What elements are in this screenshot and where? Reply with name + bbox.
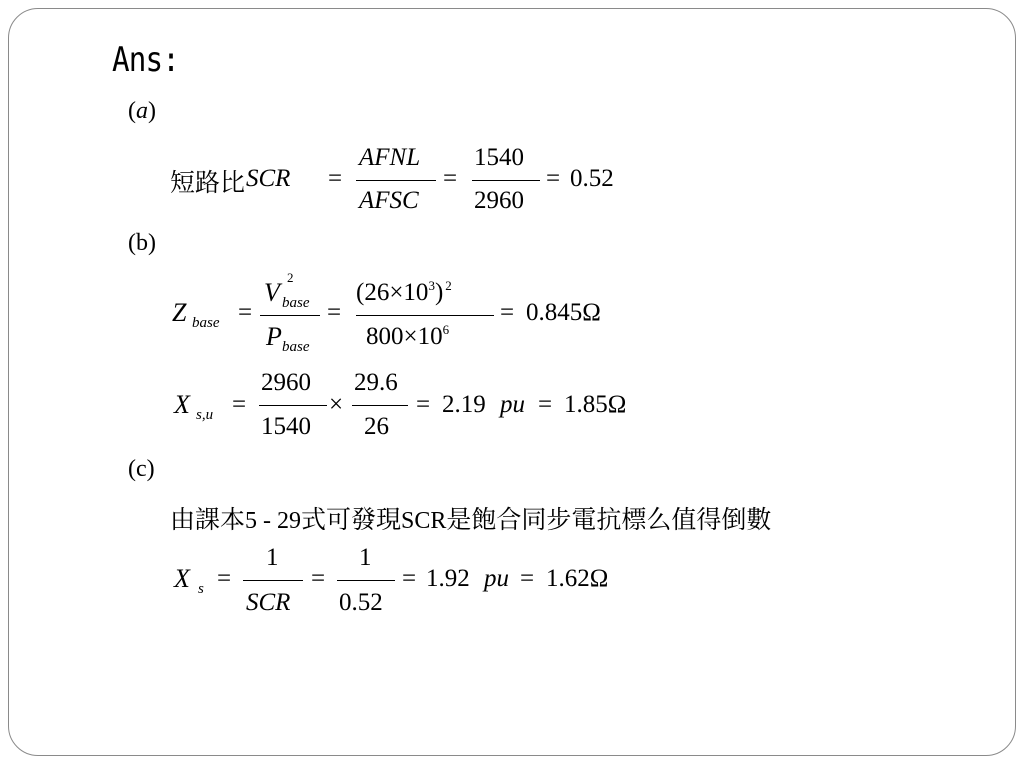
xs-result: 1.62Ω: [546, 565, 609, 592]
pu-unit: pu: [500, 391, 525, 418]
afsc-denominator: AFSC: [359, 187, 419, 214]
p-symbol: P: [266, 322, 282, 351]
equals-sign: =: [232, 391, 247, 418]
denominator-2960: 2960: [474, 187, 524, 214]
equals-sign: =: [311, 565, 326, 592]
xs-pu-value: 1.92: [426, 565, 470, 592]
equals-sign: =: [416, 391, 431, 418]
fraction-bar: [356, 315, 494, 316]
p-subscript: base: [282, 339, 310, 355]
numerator-1540: 1540: [474, 144, 524, 171]
x-symbol: X: [174, 390, 190, 419]
z-symbol: Z: [172, 298, 187, 327]
z-denominator: $800\times 10^6$: [366, 322, 450, 350]
x-subscript: s: [198, 581, 204, 597]
scr-prefix: 短路比: [170, 168, 246, 197]
x-subscript: s,u: [196, 407, 214, 423]
equals-sign: =: [520, 565, 535, 592]
fraction-bar: [352, 405, 408, 406]
equals-sign: =: [538, 391, 553, 418]
fraction-bar: [356, 180, 436, 181]
part-c-statement: 由課本5 - 29式可發現SCR是飽合同步電抗標么值得倒數: [170, 505, 772, 534]
denominator-0-52: 0.52: [339, 589, 383, 616]
z-result: 0.845Ω: [526, 299, 601, 326]
fraction-bar: [243, 580, 303, 581]
scr-result: 0.52: [570, 165, 614, 192]
numerator-one: 1: [266, 544, 279, 571]
v-subscript: base: [282, 295, 310, 311]
fraction-bar: [472, 180, 540, 181]
equals-sign: =: [238, 299, 253, 326]
fraction-bar: [260, 315, 320, 316]
equals-sign: =: [443, 165, 458, 192]
equals-sign: =: [402, 565, 417, 592]
fraction-bar: [259, 405, 327, 406]
z-numerator: $(26\times 10^3)$ $^2$: [356, 278, 452, 306]
z-subscript: base: [192, 315, 220, 331]
numerator-one: 1: [359, 544, 372, 571]
fraction-bar: [337, 580, 395, 581]
part-c-label: (c): [128, 456, 155, 482]
pu-unit: pu: [484, 565, 509, 592]
times-sign: ×: [329, 391, 344, 418]
numerator-2960: 2960: [261, 369, 311, 396]
v-symbol: V: [264, 278, 280, 307]
part-b-label: (b): [128, 230, 156, 256]
equals-sign: =: [328, 165, 343, 192]
equals-sign: =: [546, 165, 561, 192]
denominator-26: 26: [364, 413, 389, 440]
slide-frame: [8, 8, 1016, 756]
part-a-label: (a): [128, 98, 156, 124]
afnl-numerator: AFNL: [359, 144, 421, 171]
xs-result: 1.85Ω: [564, 391, 627, 418]
v-superscript: 2: [287, 270, 294, 285]
denominator-1540: 1540: [261, 413, 311, 440]
x-symbol: X: [174, 564, 190, 593]
numerator-29-6: 29.6: [354, 369, 398, 396]
equals-sign: =: [217, 565, 232, 592]
scr-symbol: SCR: [246, 165, 291, 192]
slide-title: Ans:: [112, 40, 179, 80]
scr-denominator: SCR: [246, 589, 291, 616]
equals-sign: =: [327, 299, 342, 326]
equals-sign: =: [500, 299, 515, 326]
xs-pu-value: 2.19: [442, 391, 486, 418]
